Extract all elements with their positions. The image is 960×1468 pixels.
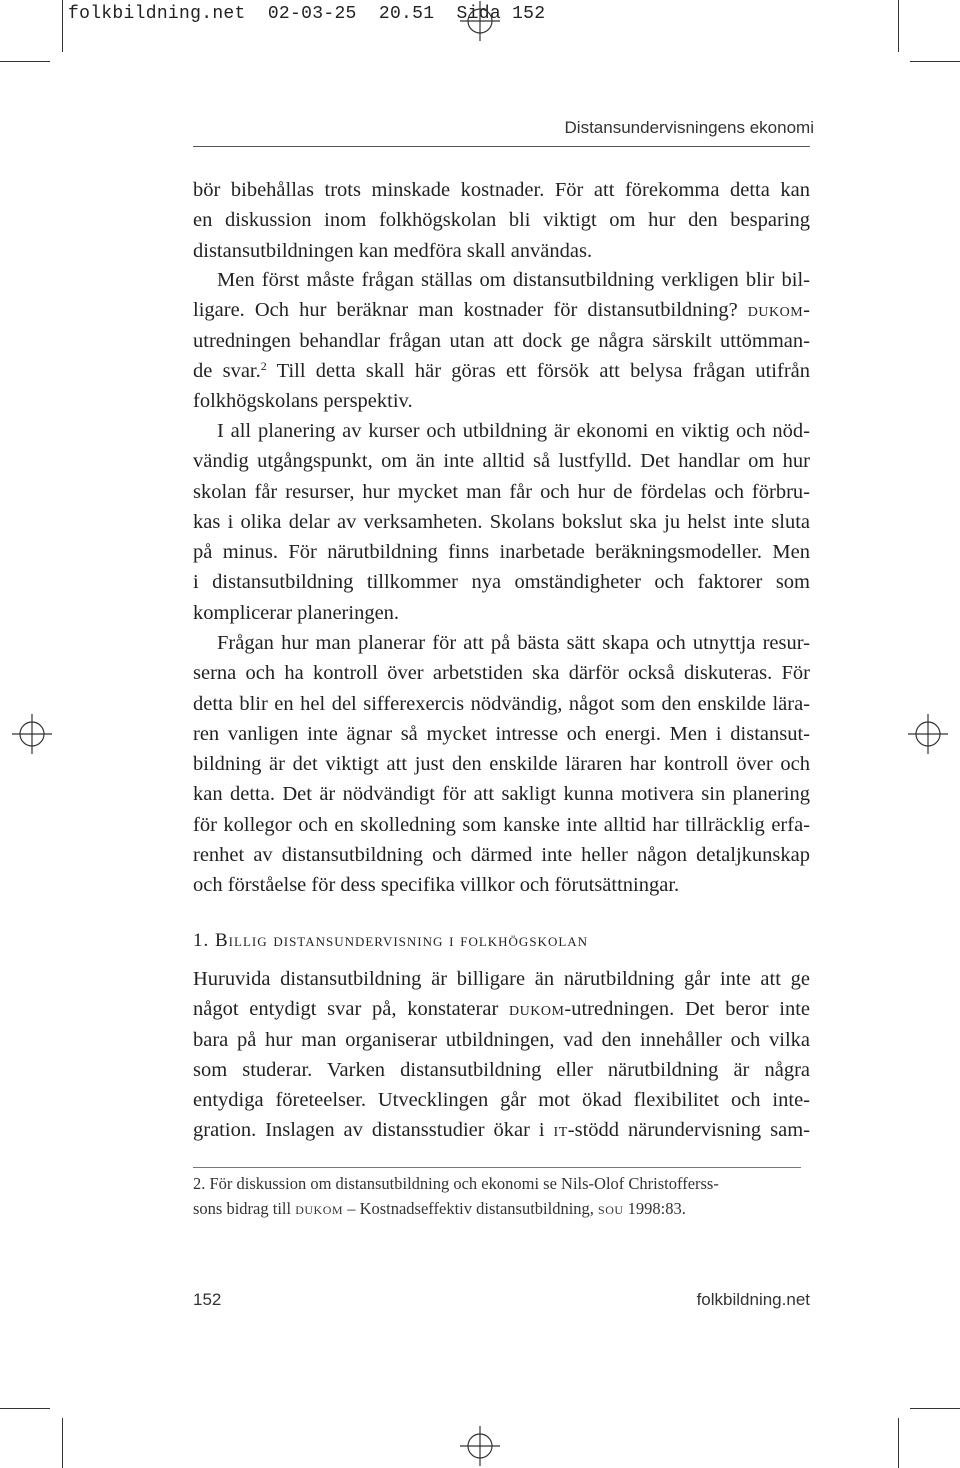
footnote-rule [193, 1167, 801, 1168]
text-line: Huruvida distansutbildning är billigare än närutbildning går inte att ge [193, 968, 810, 990]
text-run: -utredningen. Det beror inte [564, 998, 810, 1021]
printer-slug: folkbildning.net 02-03-25 20.51 Sida 152 [68, 4, 546, 24]
text-line: utredningen behandlar frågan utan att dock ge några särskilt uttömman- [193, 329, 810, 352]
text-line: renhet av distansutbildning och därmed inte heller någon detaljkunskap [193, 844, 810, 867]
footer-site-name: folkbildning.net [696, 1290, 810, 1309]
paragraph-5 [193, 964, 810, 1146]
abbreviation-dukom: dukom [747, 299, 804, 322]
text-line: folkhögskolans perspektiv. [193, 390, 413, 413]
text-line [193, 628, 810, 658]
text-line: vändig utgångspunkt, om än inte alltid så lustfylld. Det handlar om hur [193, 450, 810, 473]
text-line: serna och ha kontroll över arbetstiden ska därför också diskuteras. För [193, 662, 810, 685]
footnote-line: 2. För diskussion om distansutbildning och ekonomi se Nils-Olof Christofferss- [193, 1174, 719, 1193]
text-line [193, 265, 810, 295]
text-line: som studerar. Varken distansutbildning eller närutbildning är några [193, 1058, 810, 1081]
text-line: och förståelse för dess specifika villkor och förutsättningar. [193, 874, 680, 897]
crop-mark-top-right [910, 61, 960, 62]
abbreviation-it: it [553, 1119, 568, 1142]
text-run: ligare. Och hur beräknar man kostnader för distansutbildning? [193, 299, 748, 322]
crop-mark-bottom-right [910, 1408, 960, 1409]
text-run: de svar. [193, 359, 261, 382]
paragraph-2 [193, 265, 810, 416]
text-line [193, 994, 810, 1024]
crop-mark-top-left [62, 0, 63, 52]
running-title: Distansundervisningens ekonomi [564, 118, 814, 137]
text-line: komplicerar planeringen. [193, 601, 400, 624]
text-run: -stödd närundervisning sam- [567, 1119, 810, 1142]
crop-mark-top-left [0, 61, 50, 62]
abbreviation-dukom: dukom [509, 998, 565, 1021]
text-line: ren vanligen inte ägnar så mycket intresse och energi. Men i distansut- [193, 722, 810, 745]
text-line: kas i olika delar av verksamheten. Skolans bokslut ska ju helst inte sluta [193, 510, 810, 533]
paragraph-4 [193, 628, 810, 901]
page-number: 152 [193, 1290, 222, 1309]
text-line: detta blir en hel del sifferexercis nödvändig, något som den enskilde lära- [193, 692, 810, 715]
text-run: 1998:83. [623, 1198, 686, 1218]
text-line: entydiga företeelser. Utvecklingen går mot ökad flexibilitet och inte- [193, 1089, 810, 1112]
text-run: Frågan hur man planerar för att på bästa sätt skapa och utnyttja resur- [217, 632, 810, 654]
crop-mark-top-right [898, 0, 899, 52]
text-run: - [803, 299, 810, 322]
text-line: på minus. För närutbildning finns inarbetade beräkningsmodeller. Men [193, 541, 810, 564]
text-line: skolan får resurser, hur mycket man får och hur de fördelas och förbru- [193, 480, 810, 503]
text-line: bör bibehållas trots minskade kostnader. För att förekomma detta kan [193, 179, 810, 201]
registration-mark-top-icon [460, 1, 500, 41]
footnote [193, 1172, 801, 1221]
registration-mark-right-icon [908, 714, 948, 754]
text-line: bara på hur man organiserar utbildningen, vad den innehåller och vilka [193, 1028, 810, 1051]
footnote-reference: 2 [260, 358, 267, 373]
crop-mark-bottom-right [898, 1418, 899, 1468]
text-line [193, 1115, 810, 1145]
abbreviation-dukom: dukom [295, 1198, 344, 1218]
text-run: Till detta skall här göras ett försök att belysa frågan utifrån [266, 359, 810, 382]
paragraph-3 [193, 416, 810, 628]
text-run: sons bidrag till [193, 1198, 296, 1218]
text-line: bildning är det viktigt att just den enskilde läraren har kontroll över och [193, 753, 810, 776]
abbreviation-sou: sou [598, 1198, 624, 1218]
footnote-line [193, 1197, 801, 1222]
text-line: en diskussion inom folkhögskolan bli viktigt om hur den besparing [193, 209, 810, 232]
crop-mark-bottom-left [0, 1408, 50, 1409]
crop-mark-bottom-left [62, 1418, 63, 1468]
text-line: i distansutbildning tillkommer nya omständigheter och faktorer som [193, 571, 810, 594]
text-run: något entydigt svar på, konstaterar [193, 998, 509, 1021]
section-heading: 1. Billig distansundervisning i folkhögskolan [193, 930, 589, 951]
header-rule [193, 146, 810, 147]
text-line [193, 356, 810, 386]
text-run: – Kostnadseffektiv distansutbildning, [343, 1198, 599, 1218]
text-line [193, 416, 810, 446]
registration-mark-left-icon [12, 714, 52, 754]
text-run: gration. Inslagen av distansstudier ökar i [193, 1119, 554, 1142]
paragraph-1 [193, 175, 810, 266]
text-line: distansutbildningen kan medföra skall användas. [193, 239, 593, 262]
text-run: Men först måste frågan ställas om distansutbildning verkligen blir bil- [217, 269, 810, 291]
text-line: för kollegor och en skolledning som kanske inte alltid har tillräcklig erfa- [193, 813, 810, 836]
text-run: I all planering av kurser och utbildning är ekonomi en viktig och nöd- [217, 420, 810, 442]
registration-mark-bottom-icon [460, 1426, 500, 1466]
text-line: kan detta. Det är nödvändigt för att sakligt kunna motivera sin planering [193, 783, 810, 806]
text-line [193, 295, 810, 325]
